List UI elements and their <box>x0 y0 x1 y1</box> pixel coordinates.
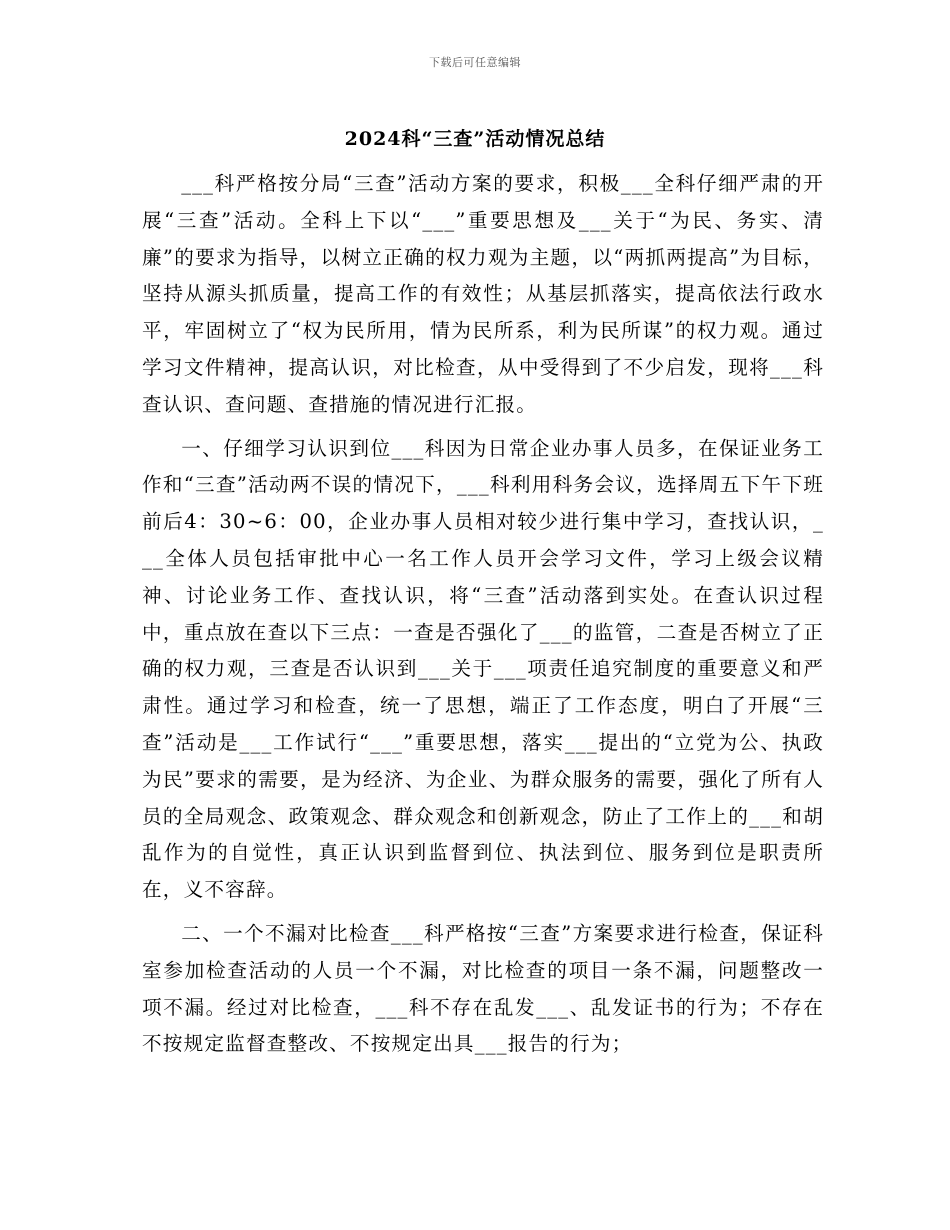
document-title: 2024科“三查”活动情况总结 <box>344 128 606 150</box>
document-body <box>142 166 824 1070</box>
paragraph-section-2: 二、一个不漏对比检查___科严格按“三查”方案要求进行检查，保证科室参加检查活动的人员一个不漏，对比检查的项目一条不漏，问题整改一项不漏。经过对比检查，___科不存在乱发___、乱发证书的行为；不存在不按规定监督查整改、不按规定出具___报告的行为； <box>142 921 824 1056</box>
paragraph-section-1: 一、仔细学习认识到位___科因为日常企业办事人员多，在保证业务工作和“三查”活动两不误的情况下，___科利用科务会议，选择周五下午下班前后4：30~6：00，企业办事人员相对较少进行集中学习，查找认识，___全体人员包括审批中心一名工作人员开会学习文件，学习上级会议精神、讨论业务工作、查找认识，将“三查”活动落到实处。在查认识过程中，重点放在查以下三点：一查是否强化了___的监管，二查是否树立了正确的权力观，三查是否认识到___关于___项责任追究制度的重要意义和严肃性。通过学习和检查，统一了思想，端正了工作态度，明白了开展“三查”活动是___工作试行“___”重要思想，落实___提出的“立党为公、执政为民”要求的需要，是为经济、为企业、为群众服务的需要，强化了所有人员的全局观念、政策观念、群众观念和创新观念，防止了工作上的___和胡乱作为的自觉性，真正认识到监督到位、执法到位、服务到位是职责所在，义不容辞。 <box>142 436 824 902</box>
paragraph-intro: ___科严格按分局“三查”活动方案的要求，积极___全科仔细严肃的开展“三查”活动。全科上下以“___”重要思想及___关于“为民、务实、清廉”的要求为指导，以树立正确的权力观为主题，以“两抓两提高”为目标，坚持从源头抓质量，提高工作的有效性；从基层抓落实，提高依法行政水平，牢固树立了“权为民所用，情为民所系，利为民所谋”的权力观。通过学习文件精神，提高认识，对比检查，从中受得到了不少启发，现将___科查认识、查问题、查措施的情况进行汇报。 <box>142 172 824 416</box>
header-note: 下载后可任意编辑 <box>429 56 521 69</box>
